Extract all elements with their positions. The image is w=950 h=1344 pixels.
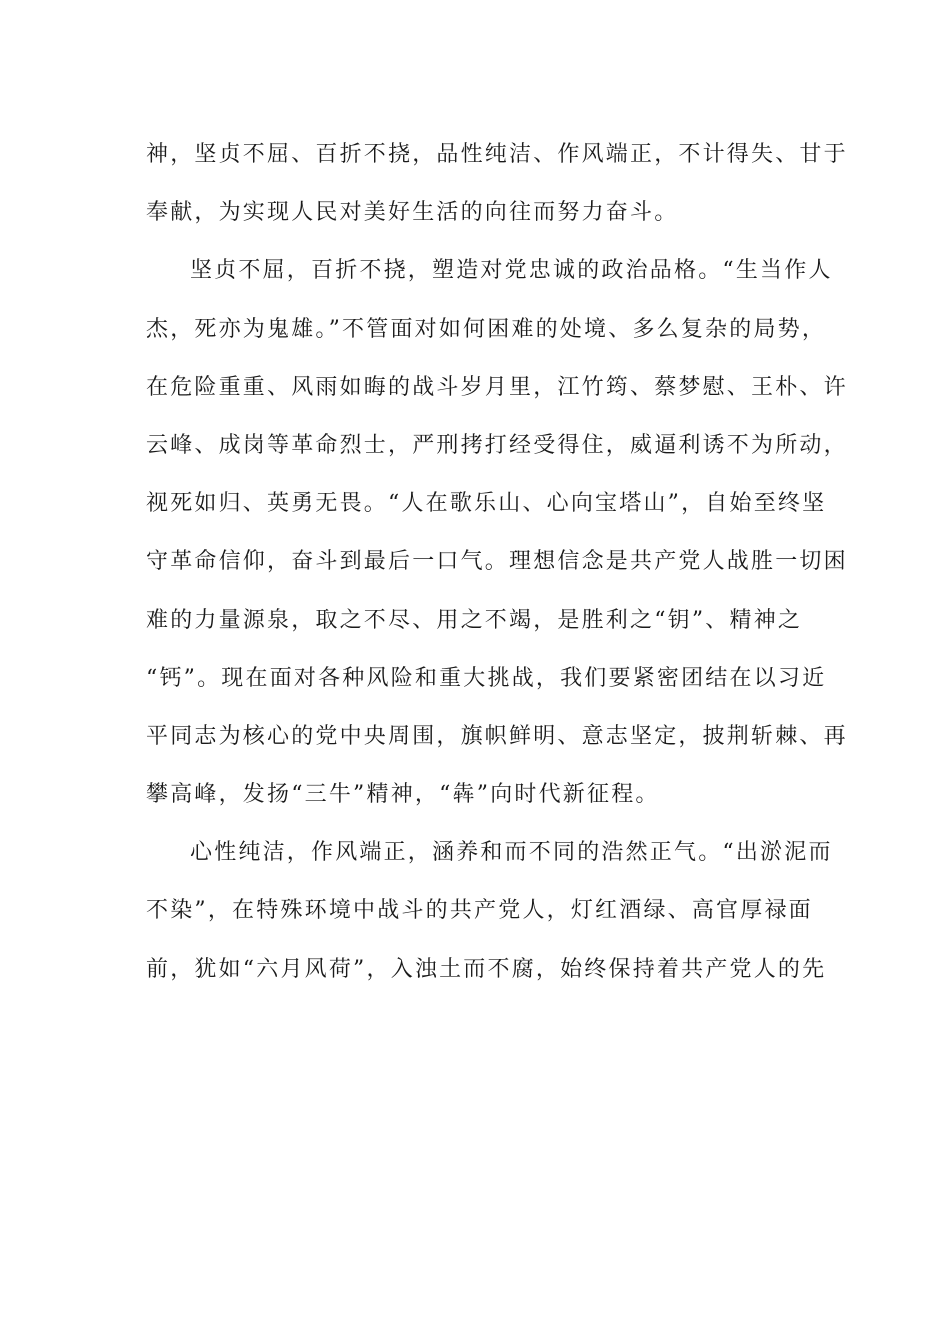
text-line: 攀高峰，发扬“三牛”精神，“犇”向时代新征程。 (146, 782, 660, 808)
text-line: 视死如归、英勇无畏。“人在歌乐山、心向宝塔山”，自始至终坚 (146, 491, 827, 517)
text-line: 杰，死亦为鬼雄。”不管面对如何困难的处境、多么复杂的局势， (146, 316, 827, 342)
text-line: 神，坚贞不屈、百折不挠，品性纯洁、作风端正，不计得失、甘于 (146, 142, 848, 167)
text-line: 云峰、成岗等革命烈士，严刑拷打经受得住，威逼利诱不为所动， (146, 432, 848, 458)
text-line: 前，犹如“六月风荷”，入浊土而不腐，始终保持着共产党人的先 (146, 956, 827, 982)
text-line: 奉献，为实现人民对美好生活的向往而努力奋斗。 (146, 200, 679, 226)
body-text (146, 126, 848, 999)
text-line: 心性纯洁，作风端正，涵养和而不同的浩然正气。“出淤泥而 (190, 840, 833, 866)
text-line: 坚贞不屈，百折不挠，塑造对党忠诚的政治品格。“生当作人 (190, 258, 833, 284)
text-line: 不染”，在特殊环境中战斗的共产党人，灯红酒绿、高官厚禄面 (146, 898, 813, 924)
text-line: 守革命信仰，奋斗到最后一口气。理想信念是共产党人战胜一切困 (146, 549, 848, 575)
text-line: “钙”。现在面对各种风险和重大挑战，我们要紧密团结在以习近 (146, 665, 827, 691)
text-line: 难的力量源泉，取之不尽、用之不竭，是胜利之“钥”、精神之 (146, 607, 803, 633)
text-line: 在危险重重、风雨如晦的战斗岁月里，江竹筠、蔡梦慰、王朴、许 (146, 374, 848, 400)
text-line: 平同志为核心的党中央周围，旗帜鲜明、意志坚定，披荆斩棘、再 (146, 723, 848, 749)
